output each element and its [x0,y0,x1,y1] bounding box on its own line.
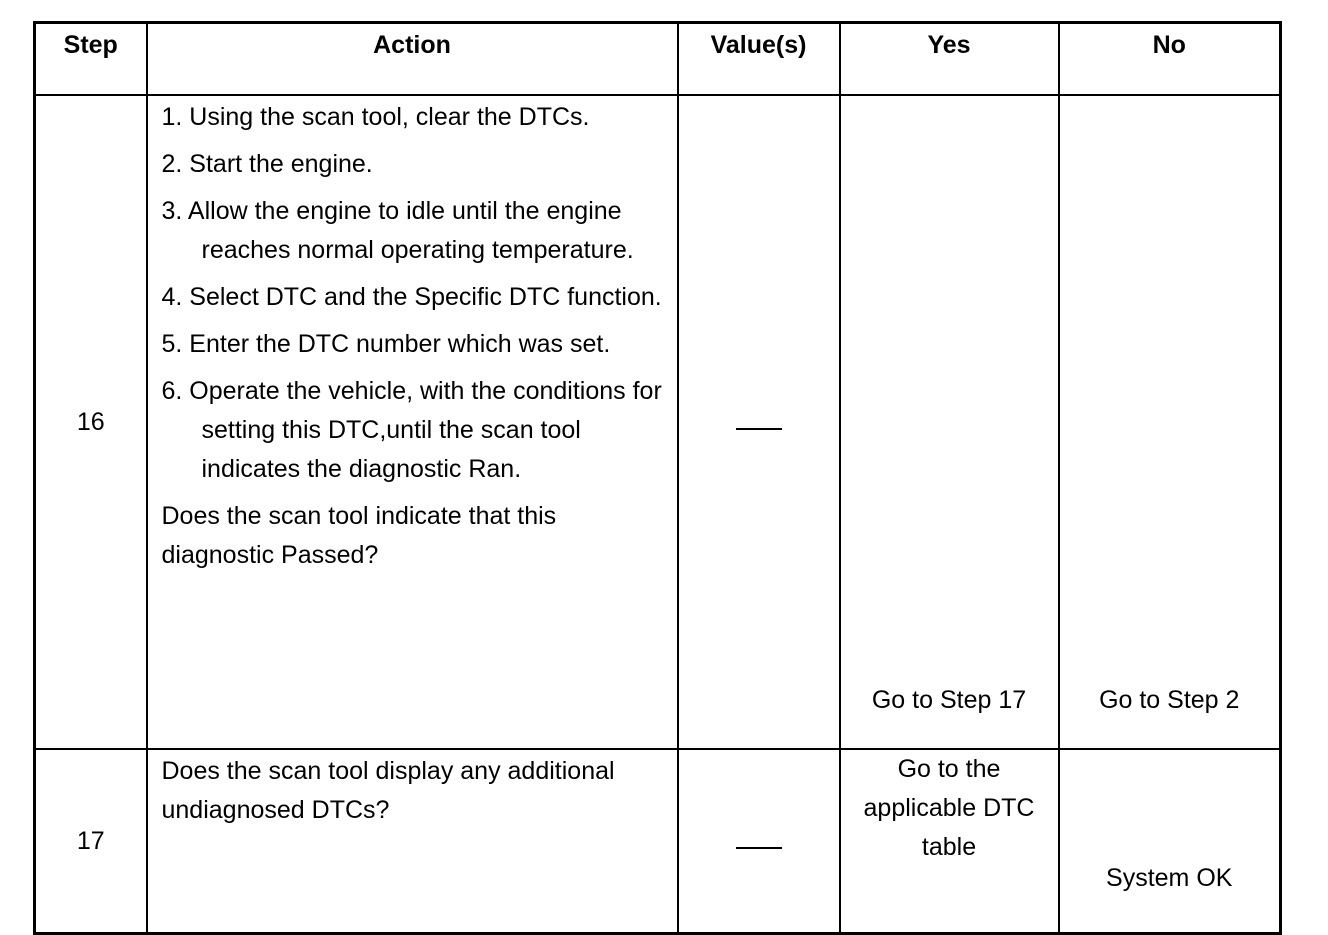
action-question: Does the scan tool display any additional undiagnosed DTCs? [161,757,615,824]
action-item: 2. Start the engine. [161,150,373,178]
no-outcome: Go to Step 2 [1059,95,1281,749]
empty-value-dash [736,847,782,849]
no-outcome: System OK [1059,749,1281,934]
action-item: 3. Allow the engine to idle until the engine reaches normal operating temperature. [161,197,634,264]
header-row [35,23,1281,96]
header-step: Step [35,23,147,96]
step-number: 17 [35,749,147,934]
table-row-step-16 [35,95,1281,749]
yes-outcome: Go to Step 17 [840,95,1059,749]
header-values: Value(s) [678,23,840,96]
action-cell [147,95,678,749]
value-cell [678,95,840,749]
step-number: 16 [35,95,147,749]
action-item: 6. Operate the vehicle, with the conditions for setting this DTC,until the scan tool indicates the diagnostic Ran. [161,377,662,483]
header-yes: Yes [840,23,1059,96]
action-question: Does the scan tool indicate that this diagnostic Passed? [161,502,557,569]
action-item: 1. Using the scan tool, clear the DTCs. [161,103,590,131]
diagnostic-table [33,21,1282,935]
header-action: Action [147,23,678,96]
header-no: No [1059,23,1281,96]
table-row-step-17 [35,749,1281,934]
yes-outcome: Go to the applicable DTC table [840,749,1059,934]
value-cell [678,749,840,934]
action-item: 5. Enter the DTC number which was set. [161,330,611,358]
action-item: 4. Select DTC and the Specific DTC function. [161,283,662,311]
action-cell [147,749,678,934]
empty-value-dash [736,428,782,430]
